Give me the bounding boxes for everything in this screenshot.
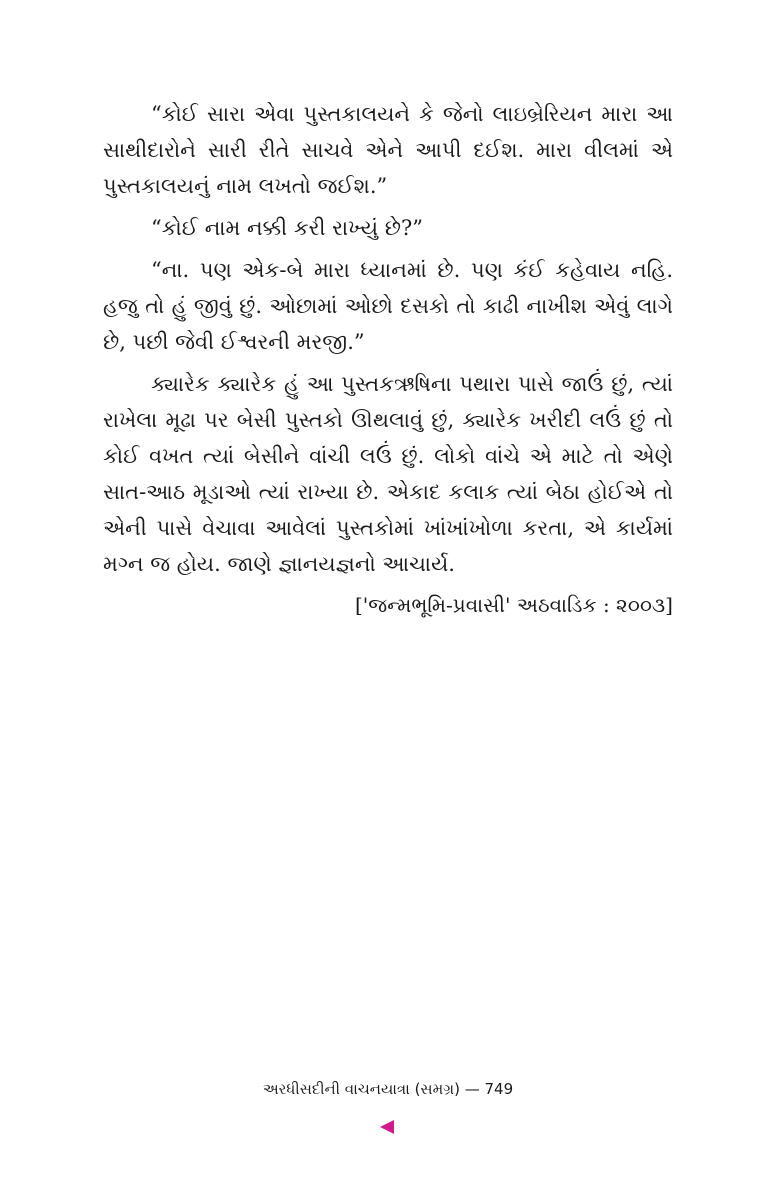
paragraph: “ના. પણ એક-બે મારા ધ્યાનમાં છે. પણ કંઈ કહેવાય નહિ. હજુ તો હું જીવું છું. ઓછામાં ઓછો દસકો તો કાઢી નાખીશ એવું લાગે છે, પછી જેવી ઈશ્વરની મરજી.” [103, 258, 673, 354]
body-text [103, 96, 673, 622]
source-citation: ['જન્મભૂમિ-પ્રવાસી' અઠવાડિક : ૨૦૦૩] [355, 593, 673, 617]
paragraph: ક્યારેક ક્યારેક હું આ પુસ્તકઋષિના પથારા પાસે જાઉં છું, ત્યાં રાખેલા મૂઢા પર બેસી પુસ્તકો ઊથલાવું છું, ક્યારેક ખરીદી લઉં છું તો કોઈ વખત ત્યાં બેસીને વાંચી લઉં છું. લોકો વાંચે એ માટે તો એણે સાત-આઠ મૂડાઓ ત્યાં રાખ્યા છે. એકાદ કલાક ત્યાં બેઠા હોઈએ તો એની પાસે વેચાવા આવેલાં પુસ્તકોમાં ખાંખાંખોળા કરતા, એ કાર્યમાં મગ્ન જ હોય. જાણે જ્ઞાનયજ્ઞનો આચાર્ય. [103, 372, 673, 576]
paragraph: “કોઈ સારા એવા પુસ્તકાલયને કે જેનો લાઇબ્રેરિયન મારા આ સાથીદારોને સારી રીતે સાચવે એને આપી દઈશ. મારા વીલમાં એ પુસ્તકાલયનું નામ લખતો જઈશ.” [103, 102, 673, 198]
paragraph: “કોઈ નામ નક્કી કરી રાખ્યું છે?” [151, 216, 424, 240]
previous-page-arrow-icon[interactable] [380, 1120, 394, 1134]
page-footer: અરધીસદીની વાચનયાત્રા (સમગ્ર) — 749 [262, 1080, 514, 1098]
